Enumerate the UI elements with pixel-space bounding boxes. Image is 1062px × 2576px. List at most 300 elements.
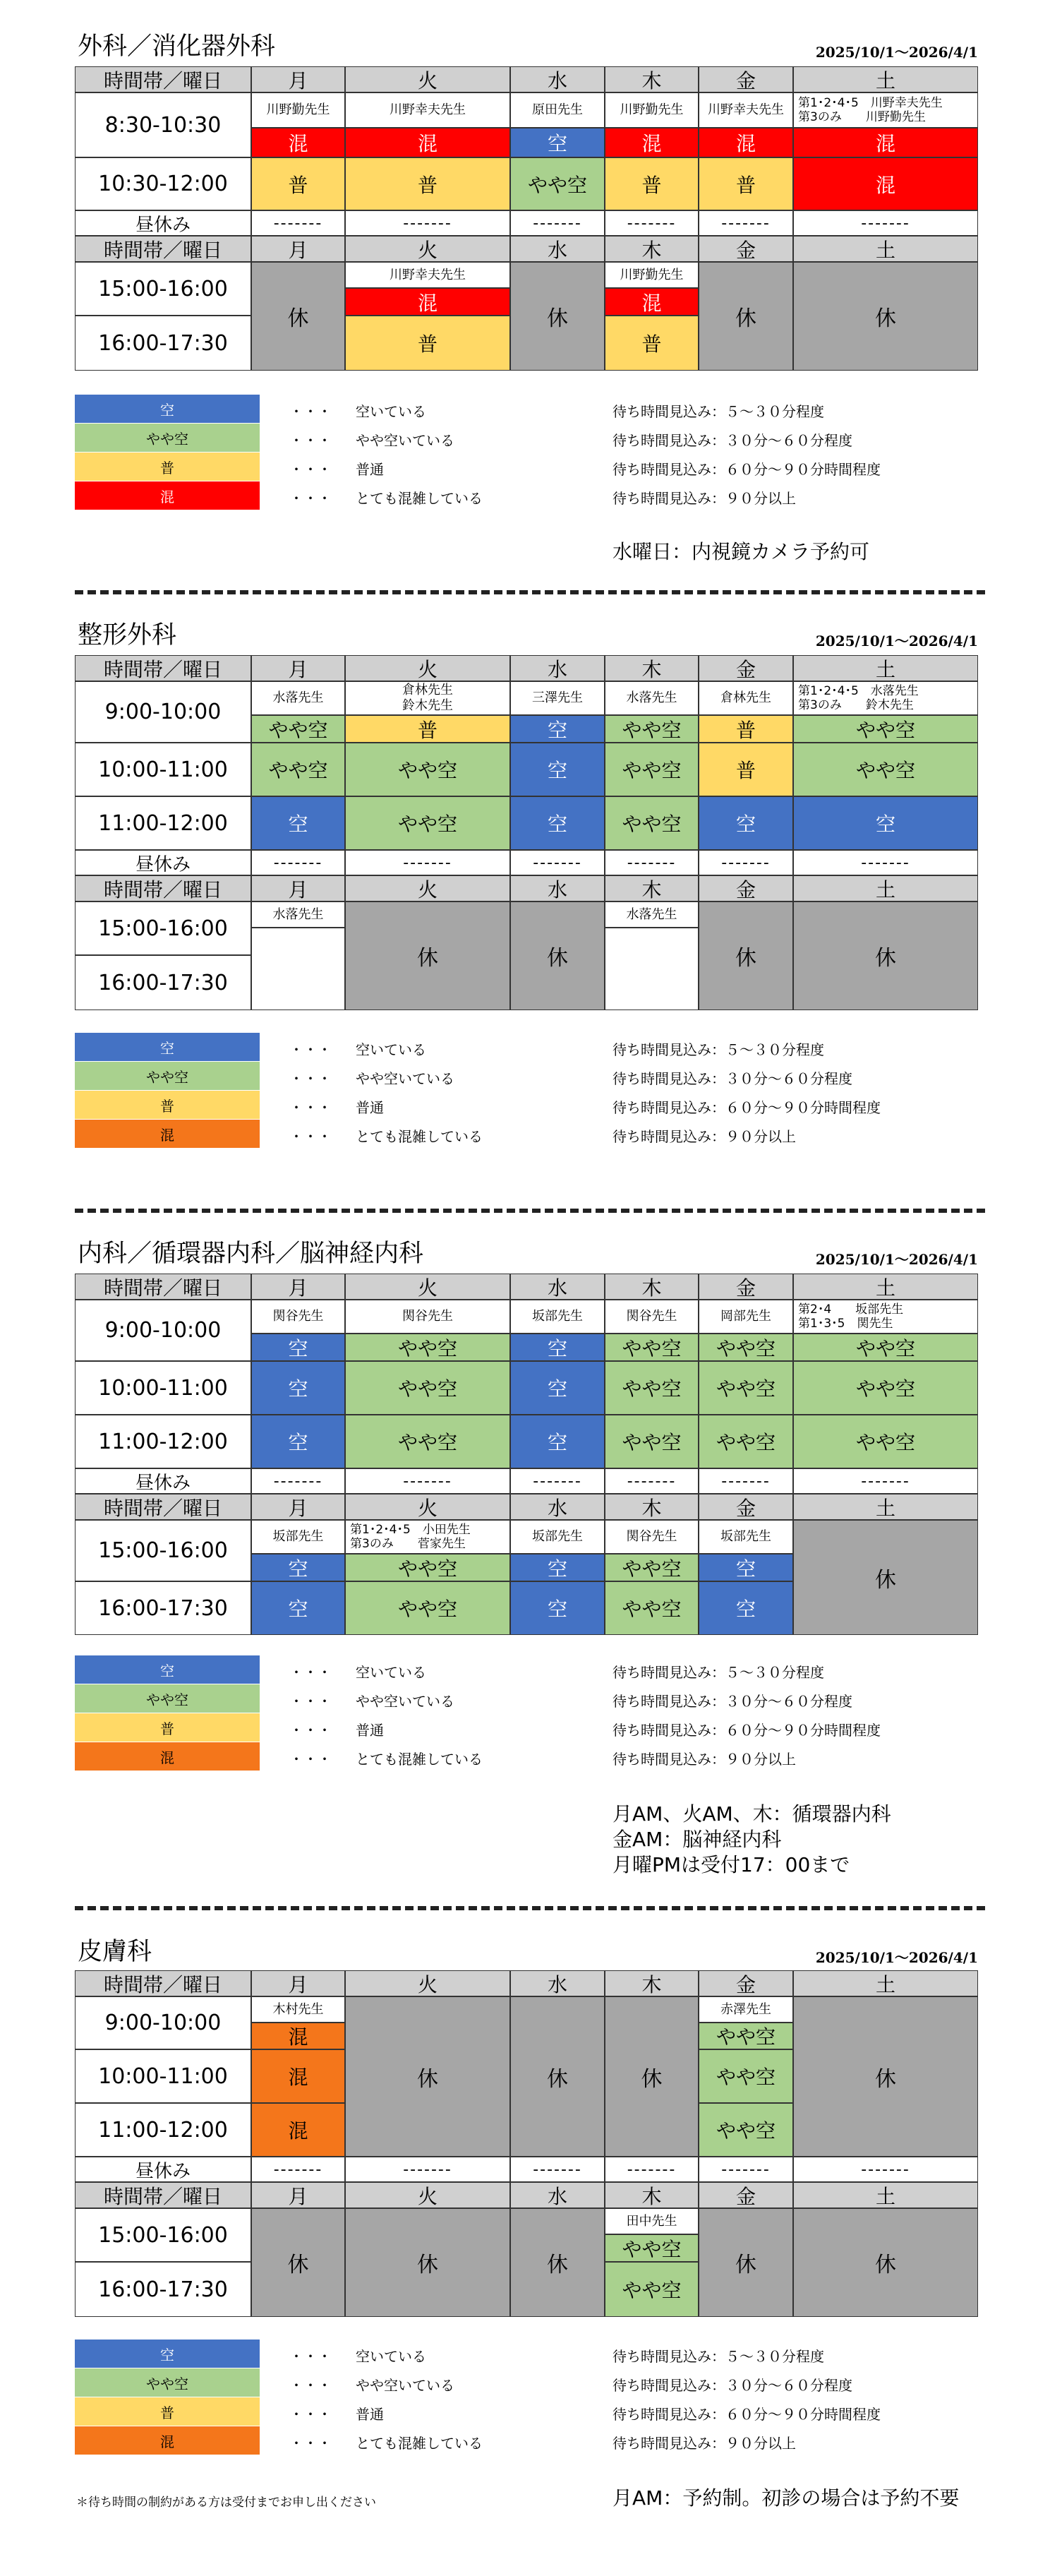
legend-wait: 待ち時間見込み：６０分～９０分時間程度 bbox=[613, 1099, 881, 1116]
section-note: 月AM：予約制。初診の場合は予約不要 bbox=[613, 2486, 960, 2510]
closed-cell: 休 bbox=[251, 2208, 345, 2317]
status-cell: やや空 bbox=[605, 2234, 699, 2262]
day-header-sat: 土 bbox=[793, 655, 978, 681]
day-header-mon: 月 bbox=[251, 655, 345, 681]
closed-cell: 休 bbox=[793, 2208, 978, 2317]
day-header-thu: 木 bbox=[605, 875, 699, 901]
timeday-header: 時間帯／曜日 bbox=[75, 1494, 251, 1520]
closed-cell: 休 bbox=[345, 901, 510, 1010]
legend-desc: とても混雑している bbox=[356, 1128, 483, 1145]
legend-dots: ・・・ bbox=[289, 2406, 332, 2423]
doctor-name bbox=[345, 681, 510, 715]
day-header-wed: 水 bbox=[510, 66, 605, 92]
legend-swatch: 混 bbox=[75, 2426, 260, 2455]
day-header-tue: 火 bbox=[345, 2182, 510, 2208]
lunch-label: 昼休み bbox=[75, 1468, 251, 1494]
lunch-label: 昼休み bbox=[75, 210, 251, 236]
doctor-schedule-line: 第1･2･4･5 川野幸夫先生 bbox=[798, 96, 943, 110]
legend-swatch: 普 bbox=[75, 453, 260, 481]
status-cell: やや空 bbox=[251, 743, 345, 796]
status-cell: やや空 bbox=[345, 1415, 510, 1468]
time-slot: 8:30-10:30 bbox=[75, 92, 251, 157]
legend-swatch: やや空 bbox=[75, 2368, 260, 2397]
day-header-wed: 水 bbox=[510, 1274, 605, 1300]
empty-cell bbox=[251, 928, 345, 1010]
closed-cell: 休 bbox=[793, 1996, 978, 2157]
doctor-name-line: 鈴木先生 bbox=[402, 698, 453, 713]
legend-swatch: 普 bbox=[75, 1091, 260, 1119]
lunch-dash: ------- bbox=[345, 210, 510, 236]
day-header-tue: 火 bbox=[345, 1494, 510, 1520]
lunch-dash: ------- bbox=[793, 210, 978, 236]
doctor-name: 水落先生 bbox=[251, 901, 345, 928]
time-slot: 16:00-17:30 bbox=[75, 1581, 251, 1635]
legend-dots: ・・・ bbox=[289, 1099, 332, 1116]
legend-wait: 待ち時間見込み：９０分以上 bbox=[613, 490, 796, 507]
doctor-name: 関谷先生 bbox=[345, 1300, 510, 1334]
day-header-thu: 木 bbox=[605, 655, 699, 681]
legend-desc: 普通 bbox=[356, 1722, 384, 1739]
status-cell: 空 bbox=[510, 1361, 605, 1415]
status-cell: 空 bbox=[699, 796, 793, 850]
status-cell: 空 bbox=[510, 1581, 605, 1635]
time-slot: 16:00-17:30 bbox=[75, 2262, 251, 2317]
doctor-name: 水落先生 bbox=[251, 681, 345, 715]
lunch-dash: ------- bbox=[510, 1468, 605, 1494]
lunch-dash: ------- bbox=[699, 2157, 793, 2182]
lunch-dash: ------- bbox=[699, 1468, 793, 1494]
day-header-sat: 土 bbox=[793, 66, 978, 92]
time-slot: 10:00-11:00 bbox=[75, 2049, 251, 2103]
day-header-tue: 火 bbox=[345, 1274, 510, 1300]
doctor-name: 坂部先生 bbox=[699, 1520, 793, 1554]
closed-cell: 休 bbox=[510, 262, 605, 371]
status-cell: やや空 bbox=[605, 1554, 699, 1581]
time-slot: 9:00-10:00 bbox=[75, 681, 251, 743]
lunch-dash: ------- bbox=[605, 210, 699, 236]
doctor-schedule bbox=[345, 1520, 510, 1554]
status-cell: 空 bbox=[510, 715, 605, 743]
status-cell: 空 bbox=[251, 1334, 345, 1361]
legend-desc: 普通 bbox=[356, 2406, 384, 2423]
day-header-thu: 木 bbox=[605, 1970, 699, 1996]
status-cell: やや空 bbox=[699, 2049, 793, 2103]
day-header-sat: 土 bbox=[793, 1970, 978, 1996]
timeday-header: 時間帯／曜日 bbox=[75, 1970, 251, 1996]
lunch-dash: ------- bbox=[605, 850, 699, 875]
time-slot: 10:30-12:00 bbox=[75, 157, 251, 210]
section-title: 内科／循環器内科／脳神経内科 bbox=[78, 1240, 424, 1268]
timeday-header: 時間帯／曜日 bbox=[75, 1274, 251, 1300]
day-header-mon: 月 bbox=[251, 66, 345, 92]
doctor-name: 川野幸夫先生 bbox=[345, 262, 510, 288]
section-title: 外科／消化器外科 bbox=[78, 32, 276, 61]
legend-swatch: 混 bbox=[75, 1120, 260, 1148]
day-header-mon: 月 bbox=[251, 236, 345, 262]
legend-swatch: 普 bbox=[75, 1713, 260, 1742]
doctor-name-line: 倉林先生 bbox=[402, 683, 453, 697]
status-cell: やや空 bbox=[793, 1361, 978, 1415]
legend-wait: 待ち時間見込み：６０分～９０分時間程度 bbox=[613, 1722, 881, 1739]
day-header-mon: 月 bbox=[251, 1274, 345, 1300]
validity-period: 2025/10/1～2026/4/1 bbox=[815, 633, 978, 649]
day-header-wed: 水 bbox=[510, 2182, 605, 2208]
closed-cell: 休 bbox=[605, 1996, 699, 2157]
doctor-schedule-line: 第3のみ 川野勤先生 bbox=[798, 110, 926, 124]
status-cell: やや空 bbox=[345, 1554, 510, 1581]
status-cell: 空 bbox=[251, 1581, 345, 1635]
status-cell: やや空 bbox=[699, 1334, 793, 1361]
legend-wait: 待ち時間見込み：９０分以上 bbox=[613, 1128, 796, 1145]
status-cell: 混 bbox=[251, 2023, 345, 2049]
timeday-header: 時間帯／曜日 bbox=[75, 236, 251, 262]
legend-wait: 待ち時間見込み：９０分以上 bbox=[613, 1751, 796, 1768]
lunch-dash: ------- bbox=[345, 2157, 510, 2182]
day-header-fri: 金 bbox=[699, 1970, 793, 1996]
validity-period: 2025/10/1～2026/4/1 bbox=[815, 1251, 978, 1268]
legend-swatch: やや空 bbox=[75, 1062, 260, 1090]
legend-dots: ・・・ bbox=[289, 1693, 332, 1710]
doctor-name: 関谷先生 bbox=[605, 1300, 699, 1334]
status-cell: 空 bbox=[699, 1554, 793, 1581]
legend-swatch: やや空 bbox=[75, 1684, 260, 1713]
section-divider bbox=[75, 1906, 985, 1910]
legend-dots: ・・・ bbox=[289, 2435, 332, 2452]
status-cell: 空 bbox=[510, 1554, 605, 1581]
doctor-schedule bbox=[793, 1300, 978, 1334]
doctor-schedule-line: 第1･3･5 関先生 bbox=[798, 1317, 893, 1331]
day-header-fri: 金 bbox=[699, 875, 793, 901]
day-header-fri: 金 bbox=[699, 236, 793, 262]
status-cell: やや空 bbox=[699, 1415, 793, 1468]
closed-cell: 休 bbox=[793, 901, 978, 1010]
status-cell: 空 bbox=[251, 1554, 345, 1581]
doctor-name: 川野勤先生 bbox=[251, 92, 345, 128]
legend-swatch: 空 bbox=[75, 1033, 260, 1061]
day-header-fri: 金 bbox=[699, 1494, 793, 1520]
status-cell: 混 bbox=[251, 128, 345, 157]
time-slot: 10:00-11:00 bbox=[75, 1361, 251, 1415]
legend-wait: 待ち時間見込み：３０分～６０分程度 bbox=[613, 1070, 852, 1087]
section-note: 金AM：脳神経内科 bbox=[613, 1828, 782, 1851]
doctor-schedule-line: 第1･2･4･5 小田先生 bbox=[350, 1523, 471, 1537]
status-cell: 普 bbox=[345, 715, 510, 743]
status-cell: 普 bbox=[699, 157, 793, 210]
legend-wait: 待ち時間見込み：６０分～９０分時間程度 bbox=[613, 2406, 881, 2423]
section-title: 皮膚科 bbox=[78, 1938, 152, 1966]
status-cell: 普 bbox=[345, 157, 510, 210]
day-header-wed: 水 bbox=[510, 1494, 605, 1520]
status-cell: 混 bbox=[251, 2049, 345, 2103]
legend-wait: 待ち時間見込み：６０分～９０分時間程度 bbox=[613, 461, 881, 478]
legend-dots: ・・・ bbox=[289, 1751, 332, 1768]
doctor-name: 坂部先生 bbox=[510, 1520, 605, 1554]
closed-cell: 休 bbox=[699, 262, 793, 371]
day-header-sat: 土 bbox=[793, 1494, 978, 1520]
status-cell: やや空 bbox=[699, 2103, 793, 2157]
status-cell: 空 bbox=[793, 796, 978, 850]
closed-cell: 休 bbox=[510, 901, 605, 1010]
status-cell: 空 bbox=[251, 1415, 345, 1468]
status-cell: やや空 bbox=[605, 715, 699, 743]
legend-desc: 普通 bbox=[356, 1099, 384, 1116]
section-title: 整形外科 bbox=[78, 621, 177, 649]
legend-dots: ・・・ bbox=[289, 490, 332, 507]
closed-cell: 休 bbox=[251, 262, 345, 371]
section-note: 月AM、火AM、木：循環器内科 bbox=[613, 1802, 891, 1826]
status-cell: 混 bbox=[345, 288, 510, 316]
validity-period: 2025/10/1～2026/4/1 bbox=[815, 1949, 978, 1966]
status-cell: 空 bbox=[510, 796, 605, 850]
doctor-schedule-line: 第3のみ 菅家先生 bbox=[350, 1537, 466, 1551]
day-header-mon: 月 bbox=[251, 1970, 345, 1996]
status-cell: 混 bbox=[699, 128, 793, 157]
legend-dots: ・・・ bbox=[289, 1128, 332, 1145]
closed-cell: 休 bbox=[699, 2208, 793, 2317]
doctor-name: 原田先生 bbox=[510, 92, 605, 128]
section-divider bbox=[75, 590, 985, 594]
legend-dots: ・・・ bbox=[289, 403, 332, 420]
time-slot: 9:00-10:00 bbox=[75, 1996, 251, 2049]
doctor-schedule-line: 第3のみ 鈴木先生 bbox=[798, 698, 914, 712]
status-cell: 混 bbox=[793, 157, 978, 210]
status-cell: 混 bbox=[251, 2103, 345, 2157]
legend-dots: ・・・ bbox=[289, 2348, 332, 2365]
status-cell: やや空 bbox=[345, 1581, 510, 1635]
status-cell: 空 bbox=[510, 743, 605, 796]
closed-cell: 休 bbox=[793, 262, 978, 371]
legend-dots: ・・・ bbox=[289, 1070, 332, 1087]
lunch-label: 昼休み bbox=[75, 850, 251, 875]
doctor-name: 川野勤先生 bbox=[605, 92, 699, 128]
legend-dots: ・・・ bbox=[289, 1722, 332, 1739]
day-header-fri: 金 bbox=[699, 66, 793, 92]
day-header-tue: 火 bbox=[345, 66, 510, 92]
lunch-dash: ------- bbox=[251, 1468, 345, 1494]
time-slot: 15:00-16:00 bbox=[75, 901, 251, 955]
doctor-name: 水落先生 bbox=[605, 681, 699, 715]
status-cell: 普 bbox=[699, 743, 793, 796]
status-cell: 空 bbox=[510, 1415, 605, 1468]
closed-cell: 休 bbox=[793, 1520, 978, 1635]
status-cell: 普 bbox=[345, 316, 510, 371]
closed-cell: 休 bbox=[345, 1996, 510, 2157]
doctor-name: 倉林先生 bbox=[699, 681, 793, 715]
lunch-dash: ------- bbox=[793, 1468, 978, 1494]
day-header-tue: 火 bbox=[345, 1970, 510, 1996]
legend-wait: 待ち時間見込み：３０分～６０分程度 bbox=[613, 432, 852, 449]
lunch-dash: ------- bbox=[605, 1468, 699, 1494]
time-slot: 15:00-16:00 bbox=[75, 2208, 251, 2262]
day-header-wed: 水 bbox=[510, 1970, 605, 1996]
closed-cell: 休 bbox=[699, 901, 793, 1010]
day-header-sat: 土 bbox=[793, 236, 978, 262]
legend-wait: 待ち時間見込み：５～３０分程度 bbox=[613, 403, 824, 420]
time-slot: 9:00-10:00 bbox=[75, 1300, 251, 1361]
status-cell: やや空 bbox=[345, 1334, 510, 1361]
day-header-tue: 火 bbox=[345, 875, 510, 901]
lunch-dash: ------- bbox=[699, 210, 793, 236]
doctor-schedule-line: 第1･2･4･5 水落先生 bbox=[798, 684, 919, 698]
lunch-dash: ------- bbox=[251, 2157, 345, 2182]
doctor-name: 川野幸夫先生 bbox=[699, 92, 793, 128]
time-slot: 16:00-17:30 bbox=[75, 316, 251, 371]
legend-dots: ・・・ bbox=[289, 432, 332, 449]
status-cell: 空 bbox=[510, 1334, 605, 1361]
status-cell: やや空 bbox=[793, 715, 978, 743]
lunch-dash: ------- bbox=[345, 850, 510, 875]
legend-dots: ・・・ bbox=[289, 1041, 332, 1058]
day-header-wed: 水 bbox=[510, 655, 605, 681]
doctor-name: 川野勤先生 bbox=[605, 262, 699, 288]
status-cell: 混 bbox=[605, 288, 699, 316]
status-cell: 混 bbox=[605, 128, 699, 157]
timeday-header: 時間帯／曜日 bbox=[75, 2182, 251, 2208]
day-header-sat: 土 bbox=[793, 1274, 978, 1300]
status-cell: やや空 bbox=[605, 1415, 699, 1468]
legend-wait: 待ち時間見込み：５～３０分程度 bbox=[613, 2348, 824, 2365]
lunch-label: 昼休み bbox=[75, 2157, 251, 2182]
status-cell: やや空 bbox=[605, 743, 699, 796]
status-cell: やや空 bbox=[605, 796, 699, 850]
legend-wait: 待ち時間見込み：５～３０分程度 bbox=[613, 1041, 824, 1058]
legend-swatch: 空 bbox=[75, 395, 260, 423]
legend-desc: やや空いている bbox=[356, 2377, 454, 2394]
timeday-header: 時間帯／曜日 bbox=[75, 875, 251, 901]
day-header-fri: 金 bbox=[699, 1274, 793, 1300]
section-divider bbox=[75, 1209, 985, 1213]
status-cell: 普 bbox=[251, 157, 345, 210]
day-header-thu: 木 bbox=[605, 236, 699, 262]
status-cell: 空 bbox=[251, 796, 345, 850]
status-cell: やや空 bbox=[605, 2262, 699, 2317]
status-cell: やや空 bbox=[605, 1334, 699, 1361]
doctor-name: 水落先生 bbox=[605, 901, 699, 928]
status-cell: 普 bbox=[605, 316, 699, 371]
lunch-dash: ------- bbox=[251, 210, 345, 236]
status-cell: やや空 bbox=[793, 1415, 978, 1468]
legend-desc: やや空いている bbox=[356, 1070, 454, 1087]
status-cell: 普 bbox=[699, 715, 793, 743]
doctor-schedule-line: 第2･4 坂部先生 bbox=[798, 1302, 904, 1317]
lunch-dash: ------- bbox=[793, 2157, 978, 2182]
day-header-tue: 火 bbox=[345, 655, 510, 681]
empty-cell bbox=[605, 928, 699, 1010]
day-header-fri: 金 bbox=[699, 2182, 793, 2208]
day-header-sat: 土 bbox=[793, 2182, 978, 2208]
status-cell: やや空 bbox=[251, 715, 345, 743]
doctor-name: 関谷先生 bbox=[251, 1300, 345, 1334]
timeday-header: 時間帯／曜日 bbox=[75, 655, 251, 681]
section-note: 水曜日：内視鏡カメラ予約可 bbox=[613, 540, 870, 563]
time-slot: 10:00-11:00 bbox=[75, 743, 251, 796]
time-slot: 11:00-12:00 bbox=[75, 2103, 251, 2157]
status-cell: 空 bbox=[251, 1361, 345, 1415]
lunch-dash: ------- bbox=[510, 850, 605, 875]
closed-cell: 休 bbox=[510, 1996, 605, 2157]
legend-desc: 空いている bbox=[356, 403, 426, 420]
status-cell: やや空 bbox=[793, 1334, 978, 1361]
legend-desc: とても混雑している bbox=[356, 1751, 483, 1768]
legend-desc: やや空いている bbox=[356, 1693, 454, 1710]
legend-desc: とても混雑している bbox=[356, 490, 483, 507]
day-header-thu: 木 bbox=[605, 1494, 699, 1520]
day-header-mon: 月 bbox=[251, 1494, 345, 1520]
legend-swatch: 空 bbox=[75, 2340, 260, 2368]
closed-cell: 休 bbox=[345, 2208, 510, 2317]
day-header-mon: 月 bbox=[251, 875, 345, 901]
doctor-schedule bbox=[793, 92, 978, 128]
legend-swatch: 普 bbox=[75, 2397, 260, 2426]
doctor-name: 坂部先生 bbox=[251, 1520, 345, 1554]
day-header-mon: 月 bbox=[251, 2182, 345, 2208]
status-cell: やや空 bbox=[605, 1361, 699, 1415]
status-cell: 混 bbox=[793, 128, 978, 157]
doctor-name: 三澤先生 bbox=[510, 681, 605, 715]
doctor-name: 木村先生 bbox=[251, 1996, 345, 2023]
legend-dots: ・・・ bbox=[289, 2377, 332, 2394]
closed-cell: 休 bbox=[510, 2208, 605, 2317]
timeday-header: 時間帯／曜日 bbox=[75, 66, 251, 92]
lunch-dash: ------- bbox=[510, 2157, 605, 2182]
doctor-name: 関谷先生 bbox=[605, 1520, 699, 1554]
lunch-dash: ------- bbox=[510, 210, 605, 236]
status-cell: 普 bbox=[605, 157, 699, 210]
validity-period: 2025/10/1～2026/4/1 bbox=[815, 44, 978, 61]
lunch-dash: ------- bbox=[793, 850, 978, 875]
doctor-name: 坂部先生 bbox=[510, 1300, 605, 1334]
time-slot: 11:00-12:00 bbox=[75, 796, 251, 850]
time-slot: 15:00-16:00 bbox=[75, 1520, 251, 1581]
day-header-wed: 水 bbox=[510, 236, 605, 262]
doctor-name: 赤澤先生 bbox=[699, 1996, 793, 2023]
legend-desc: 空いている bbox=[356, 2348, 426, 2365]
status-cell: やや空 bbox=[345, 743, 510, 796]
day-header-sat: 土 bbox=[793, 875, 978, 901]
day-header-wed: 水 bbox=[510, 875, 605, 901]
status-cell: やや空 bbox=[605, 1581, 699, 1635]
legend-desc: やや空いている bbox=[356, 432, 454, 449]
legend-dots: ・・・ bbox=[289, 461, 332, 478]
footnote: ＊待ち時間の制約がある方は受付までお申し出ください bbox=[76, 2496, 376, 2510]
legend-desc: 空いている bbox=[356, 1041, 426, 1058]
legend-wait: 待ち時間見込み：３０分～６０分程度 bbox=[613, 2377, 852, 2394]
lunch-dash: ------- bbox=[699, 850, 793, 875]
status-cell: やや空 bbox=[699, 1361, 793, 1415]
legend-desc: とても混雑している bbox=[356, 2435, 483, 2452]
time-slot: 15:00-16:00 bbox=[75, 262, 251, 316]
legend-swatch: やや空 bbox=[75, 424, 260, 452]
status-cell: やや空 bbox=[699, 2023, 793, 2049]
status-cell: 空 bbox=[699, 1581, 793, 1635]
legend-swatch: 混 bbox=[75, 481, 260, 510]
legend-wait: 待ち時間見込み：９０分以上 bbox=[613, 2435, 796, 2452]
lunch-dash: ------- bbox=[605, 2157, 699, 2182]
legend-desc: 普通 bbox=[356, 461, 384, 478]
status-cell: やや空 bbox=[510, 157, 605, 210]
lunch-dash: ------- bbox=[251, 850, 345, 875]
day-header-tue: 火 bbox=[345, 236, 510, 262]
day-header-thu: 木 bbox=[605, 1274, 699, 1300]
doctor-name: 川野幸夫先生 bbox=[345, 92, 510, 128]
legend-swatch: 空 bbox=[75, 1655, 260, 1684]
legend-swatch: 混 bbox=[75, 1742, 260, 1771]
status-cell: 混 bbox=[345, 128, 510, 157]
time-slot: 16:00-17:30 bbox=[75, 955, 251, 1010]
doctor-schedule bbox=[793, 681, 978, 715]
status-cell: やや空 bbox=[793, 743, 978, 796]
day-header-fri: 金 bbox=[699, 655, 793, 681]
